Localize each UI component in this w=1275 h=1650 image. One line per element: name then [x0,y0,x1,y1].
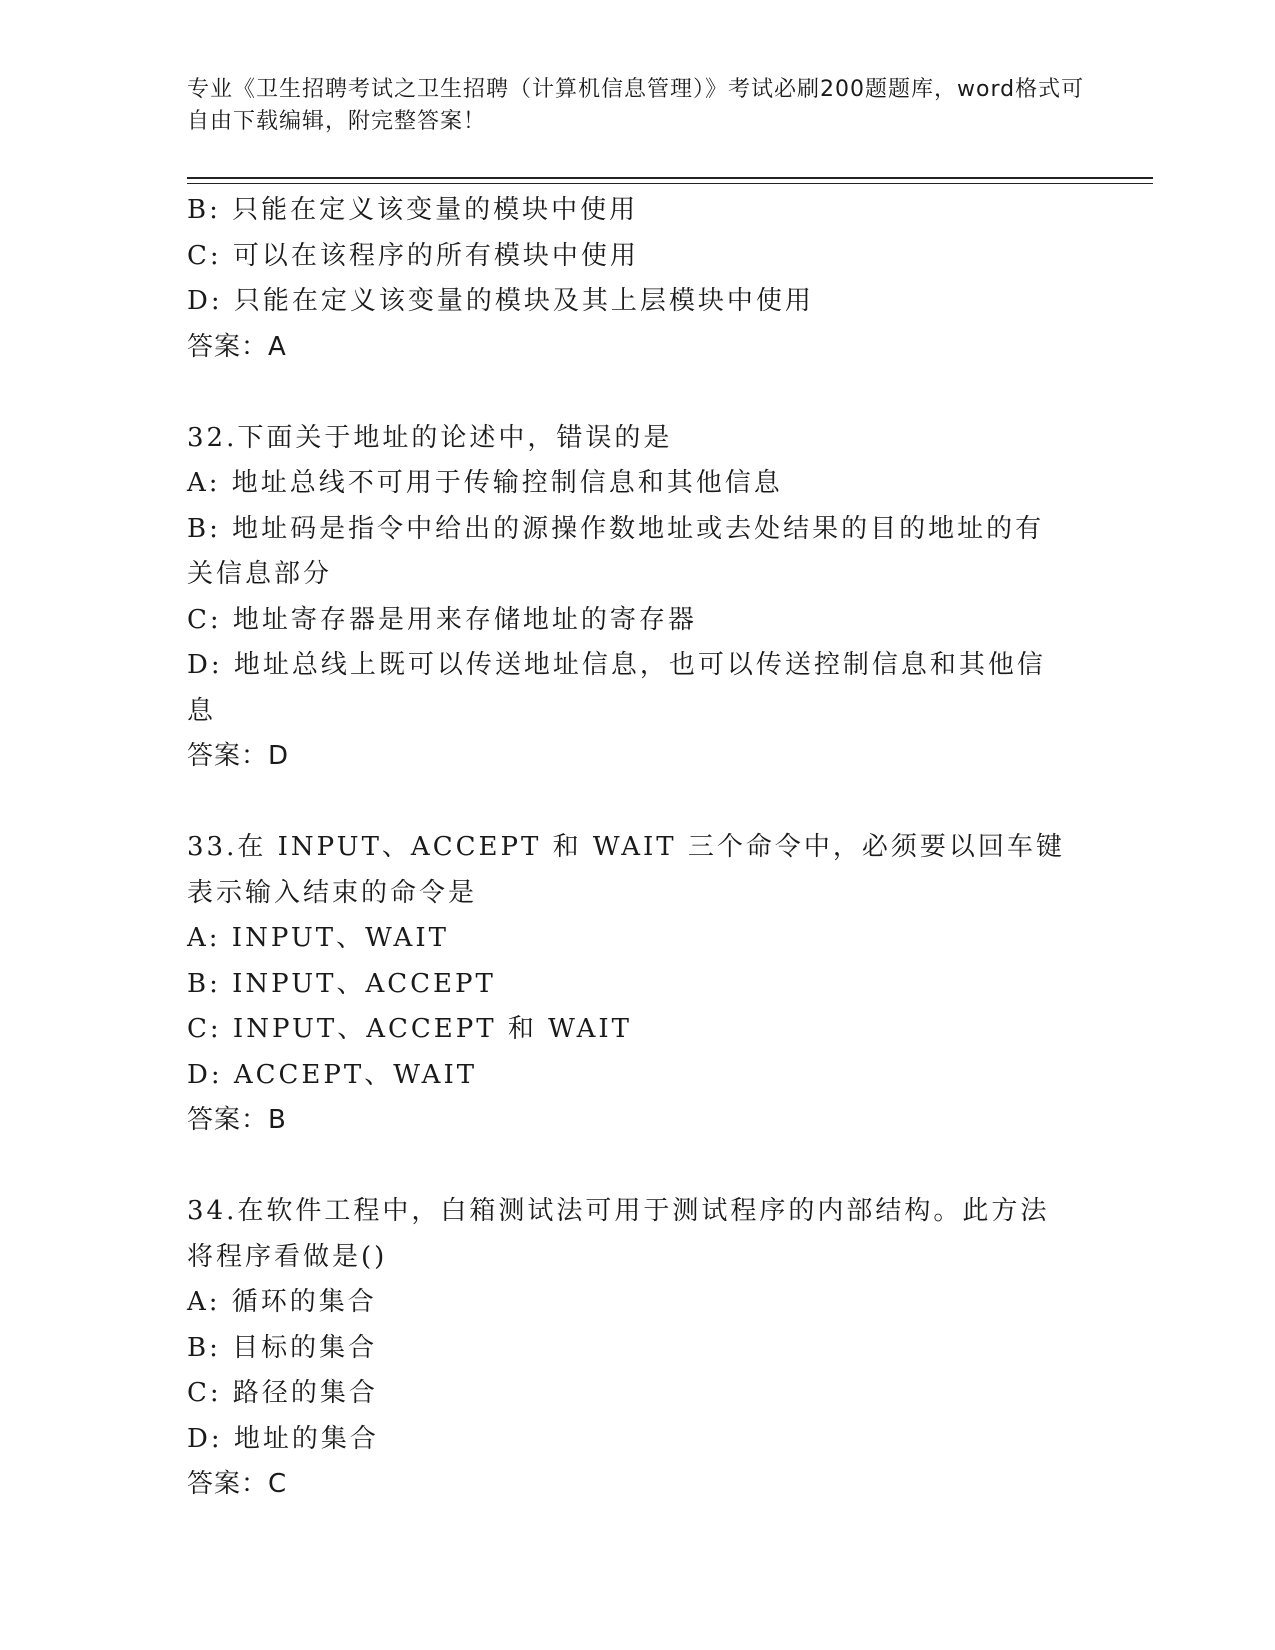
question-block-32 [187,416,1067,780]
option-d: D: 只能在定义该变量的模块及其上层模块中使用 [187,286,814,316]
header-rule-thin [187,183,1153,184]
option-b: B: 只能在定义该变量的模块中使用 [187,195,639,225]
option-b: B: 地址码是指令中给出的源操作数地址或去处结果的目的地址的有关信息部分 [187,513,1045,589]
answer: 答案：C [187,1469,288,1499]
option-c: C: 路径的集合 [187,1378,378,1408]
option-d: D: ACCEPT、WAIT [187,1059,478,1090]
option-a: A: 地址总线不可用于传输控制信息和其他信息 [187,468,783,498]
option-b: B: 目标的集合 [187,1332,378,1363]
spacer [187,780,1067,826]
option-d: D: 地址的集合 [187,1423,379,1454]
header-rule-thick [187,177,1153,179]
question-text: 32.下面关于地址的论述中，错误的是 [187,422,673,453]
question-text: 33.在 INPUT、ACCEPT 和 WAIT 三个命令中，必须要以回车键表示输入结束的命令是 [187,832,1065,908]
option-c: C: 可以在该程序的所有模块中使用 [187,240,639,271]
option-c: C: INPUT、ACCEPT 和 WAIT [187,1014,632,1044]
option-b: B: INPUT、ACCEPT [187,968,496,999]
question-block-33 [187,825,1067,1144]
spacer [187,1144,1067,1190]
answer: 答案：D [187,741,290,771]
document-header: 专业《卫生招聘考试之卫生招聘（计算机信息管理）》考试必刷200题题库，word格式可自由下载编辑，附完整答案！ [187,77,1085,134]
answer: 答案：B [187,1105,287,1135]
option-a: A: INPUT、WAIT [187,923,449,953]
question-text: 34.在软件工程中，白箱测试法可用于测试程序的内部结构。此方法将程序看做是() [187,1196,1050,1272]
question-block-34 [187,1189,1067,1508]
question-content [187,188,1067,1508]
spacer [187,370,1067,416]
question-block-continued [187,188,1067,370]
option-c: C: 地址寄存器是用来存储地址的寄存器 [187,604,697,635]
option-d: D: 地址总线上既可以传送地址信息，也可以传送控制信息和其他信息 [187,650,1046,726]
answer: 答案：A [187,331,287,362]
option-a: A: 循环的集合 [187,1287,377,1317]
